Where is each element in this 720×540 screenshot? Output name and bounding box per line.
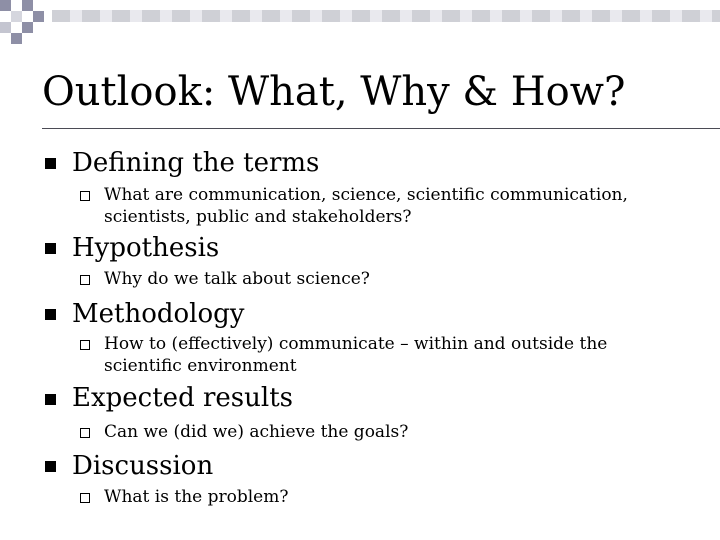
sub-item-discussion: What is the problem? (104, 487, 289, 507)
sub-item-terms: What are communication, science, scientific communication, scientists, public and stakeholders? (104, 185, 628, 227)
square-bullet-icon (45, 394, 56, 405)
title-divider (42, 128, 720, 129)
square-bullet-icon (45, 158, 56, 169)
sub-item-results: Can we (did we) achieve the goals? (104, 422, 409, 442)
slide-title: Outlook: What, Why & How? (42, 69, 626, 115)
hollow-square-bullet-icon (80, 493, 90, 503)
sub-item-hypothesis: Why do we talk about science? (104, 269, 370, 289)
hollow-square-bullet-icon (80, 191, 90, 201)
list-item-defining-terms: Defining the terms (72, 148, 320, 178)
list-item-methodology: Methodology (72, 299, 245, 329)
list-item-hypothesis: Hypothesis (72, 233, 220, 263)
list-item-expected-results: Expected results (72, 383, 293, 413)
square-bullet-icon (45, 243, 56, 254)
hollow-square-bullet-icon (80, 275, 90, 285)
hollow-square-bullet-icon (80, 340, 90, 350)
corner-decoration (0, 0, 60, 44)
sub-item-methodology: How to (effectively) communicate – within and outside the scientific environment (104, 334, 608, 376)
top-band-decoration (52, 10, 720, 22)
hollow-square-bullet-icon (80, 428, 90, 438)
list-item-discussion: Discussion (72, 451, 214, 481)
square-bullet-icon (45, 309, 56, 320)
square-bullet-icon (45, 461, 56, 472)
